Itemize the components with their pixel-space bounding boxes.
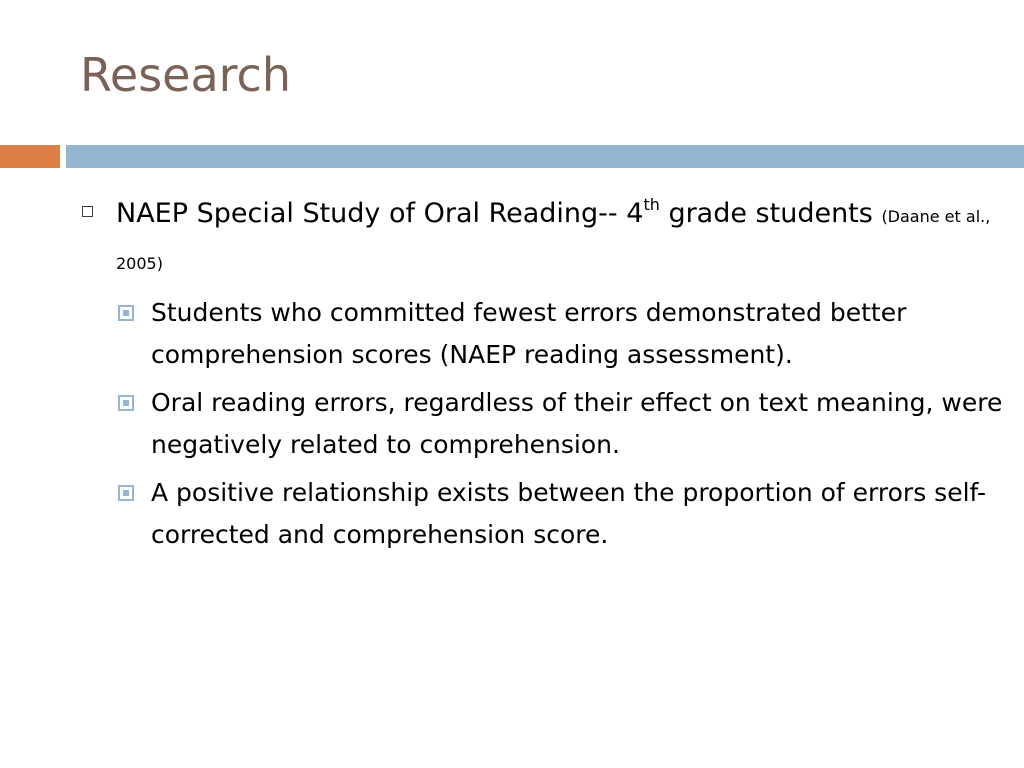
filled-square-bullet-icon bbox=[118, 395, 134, 411]
slide-title: Research bbox=[80, 48, 291, 102]
header-accent-band bbox=[0, 145, 60, 168]
bullet-naep-study bbox=[82, 192, 1012, 286]
sub-bullet-fewest-errors bbox=[118, 292, 1012, 376]
filled-square-bullet-icon bbox=[118, 305, 134, 321]
sub-bullet-text: A positive relationship exists between the proportion of errors self-corrected and comprehension score. bbox=[151, 478, 986, 549]
sub-bullet-self-corrected bbox=[118, 472, 1012, 556]
sub-bullet-text: Oral reading errors, regardless of their effect on text meaning, were negatively related to comprehension. bbox=[151, 388, 1003, 459]
bullet-superscript: th bbox=[643, 195, 660, 214]
square-bullet-icon bbox=[82, 206, 93, 217]
slide-content bbox=[82, 192, 1012, 562]
sub-bullet-text: Students who committed fewest errors demonstrated better comprehension scores (NAEP reading assessment). bbox=[151, 298, 907, 369]
bullet-text-continued: grade students bbox=[659, 198, 882, 229]
bullet-text-main: NAEP Special Study of Oral Reading-- 4 bbox=[116, 198, 644, 229]
header-main-band bbox=[66, 145, 1024, 168]
filled-square-bullet-icon bbox=[118, 485, 134, 501]
sub-bullet-negative-relation bbox=[118, 382, 1012, 466]
bullet-citation: (Daane et al., 2005) bbox=[116, 207, 991, 273]
